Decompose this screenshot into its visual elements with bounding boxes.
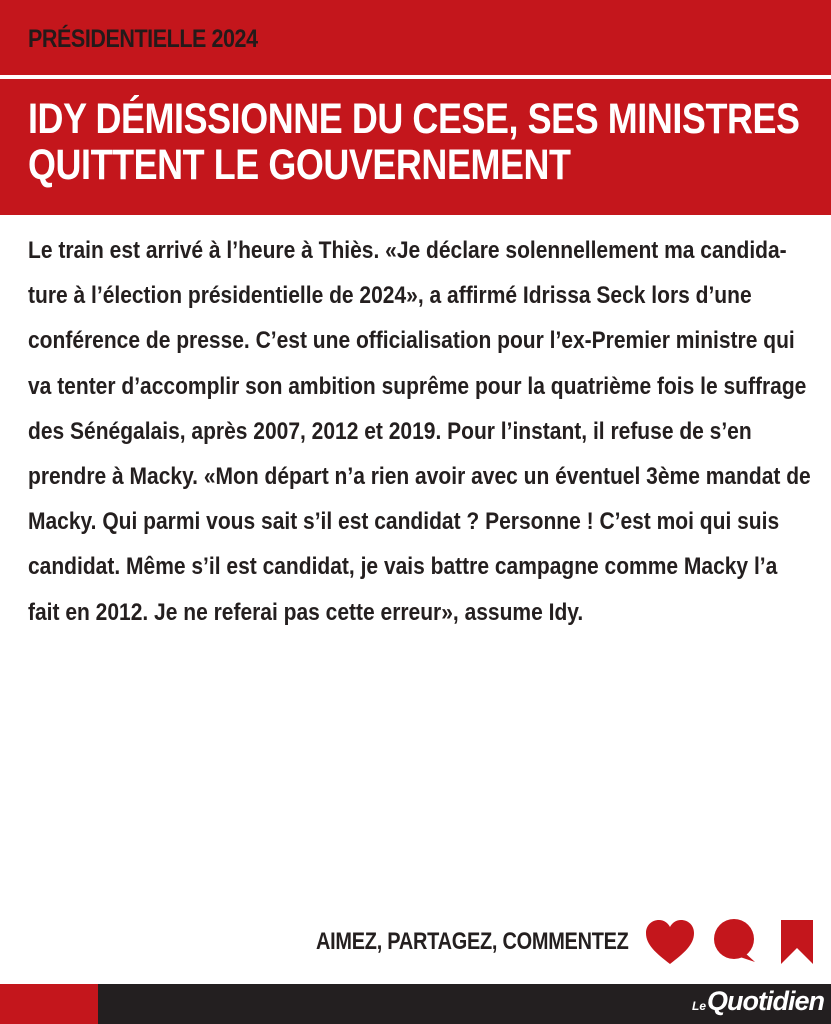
headline-line: IDY DÉMISSIONNE DU CESE, SES MINISTRES xyxy=(28,95,800,143)
article-line: candidat. Même s’il est candidat, je vais battre campagne comme Macky l’a xyxy=(28,553,778,581)
headline xyxy=(28,95,800,189)
logo-name: Quotidien xyxy=(707,986,824,1016)
headline-line: QUITTENT LE GOUVERNEMENT xyxy=(28,141,571,189)
article-line: conférence de presse. C’est une officialisation pour l’ex-Premier ministre qui xyxy=(28,327,795,355)
footer-accent-bar xyxy=(0,984,98,1024)
article-line: Macky. Qui parmi vous sait s’il est candidat ? Personne ! C’est moi qui suis xyxy=(28,508,780,536)
article-body xyxy=(28,228,811,635)
comment-icon[interactable] xyxy=(711,918,757,964)
bookmark-icon[interactable] xyxy=(780,919,814,965)
brand-logo xyxy=(692,986,824,1017)
article-line: des Sénégalais, après 2007, 2012 et 2019. Pour l’instant, il refuse de s’en xyxy=(28,417,752,445)
article-line: prendre à Macky. «Mon départ n’a rien avoir avec un éventuel 3ème mandat de xyxy=(28,463,811,491)
logo-prefix: Le xyxy=(692,999,707,1013)
section-kicker: PRÉSIDENTIELLE 2024 xyxy=(28,25,258,53)
article-line: Le train est arrivé à l’heure à Thiès. «Je déclare solennellement ma candida- xyxy=(28,237,787,264)
article-line: ture à l’élection présidentielle de 2024», a affirmé Idrissa Seck lors d’une xyxy=(28,282,752,310)
article-line: va tenter d’accomplir son ambition suprême pour la quatrième fois le suffrage xyxy=(28,372,807,400)
call-to-action: AIMEZ, PARTAGEZ, COMMENTEZ xyxy=(316,928,629,955)
article-line: fait en 2012. Je ne referai pas cette erreur», assume Idy. xyxy=(28,598,584,626)
heart-icon[interactable] xyxy=(644,918,696,966)
